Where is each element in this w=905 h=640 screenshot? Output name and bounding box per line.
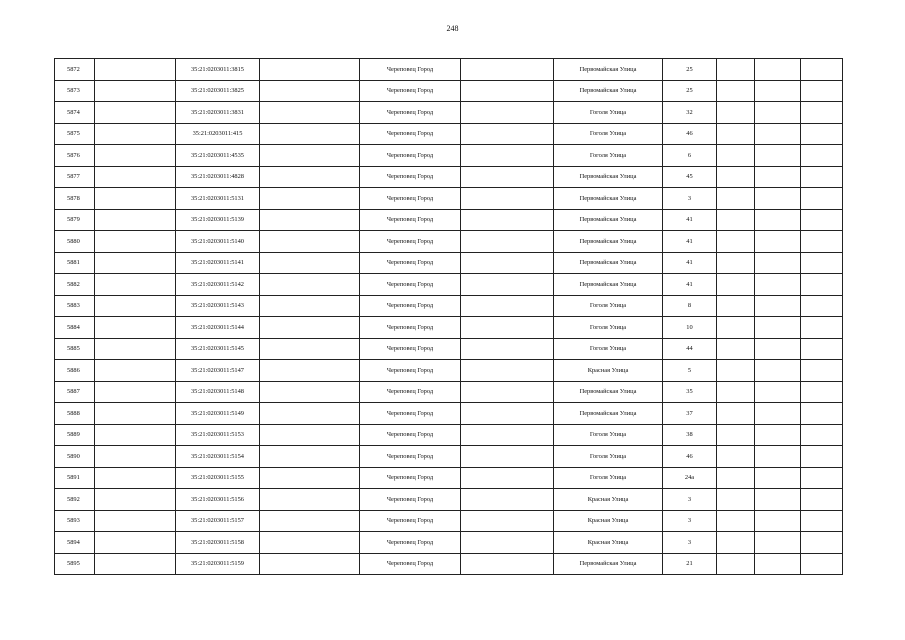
cell-city: Череповец Город [360, 489, 461, 511]
cell-empty [461, 532, 554, 554]
cell-record-number: 5888 [55, 403, 95, 425]
cell-empty [461, 553, 554, 575]
cell-empty [755, 553, 801, 575]
cell-empty [755, 252, 801, 274]
cell-city: Череповец Город [360, 532, 461, 554]
cell-street: Гоголя Улица [554, 295, 663, 317]
cell-empty [260, 80, 360, 102]
cell-empty [755, 467, 801, 489]
cell-empty [717, 381, 755, 403]
cell-record-number: 5879 [55, 209, 95, 231]
cell-empty [717, 80, 755, 102]
cell-street: Гоголя Улица [554, 467, 663, 489]
cell-cadastral-number: 35:21:0203011:5153 [176, 424, 260, 446]
cell-empty [461, 209, 554, 231]
cell-street: Первомайская Улица [554, 209, 663, 231]
cell-empty [260, 102, 360, 124]
cell-empty [95, 59, 176, 81]
cell-empty [461, 145, 554, 167]
cell-street: Гоголя Улица [554, 102, 663, 124]
cell-empty [801, 59, 843, 81]
cell-cadastral-number: 35:21:0203011:5143 [176, 295, 260, 317]
cell-street: Первомайская Улица [554, 188, 663, 210]
cell-empty [801, 317, 843, 339]
cell-cadastral-number: 35:21:0203011:415 [176, 123, 260, 145]
cell-empty [461, 467, 554, 489]
cell-cadastral-number: 35:21:0203011:3831 [176, 102, 260, 124]
cell-empty [260, 252, 360, 274]
cell-empty [461, 252, 554, 274]
cell-empty [461, 123, 554, 145]
table-row [55, 123, 843, 145]
cell-record-number: 5893 [55, 510, 95, 532]
cell-empty [755, 381, 801, 403]
cell-empty [717, 59, 755, 81]
cell-house-number: 8 [663, 295, 717, 317]
cell-empty [95, 295, 176, 317]
cell-record-number: 5881 [55, 252, 95, 274]
cell-empty [717, 360, 755, 382]
cell-house-number: 44 [663, 338, 717, 360]
cell-empty [461, 381, 554, 403]
table-row [55, 381, 843, 403]
cell-empty [260, 209, 360, 231]
cell-house-number: 6 [663, 145, 717, 167]
cell-city: Череповец Город [360, 145, 461, 167]
table-row [55, 274, 843, 296]
cell-street: Первомайская Улица [554, 252, 663, 274]
cell-cadastral-number: 35:21:0203011:5140 [176, 231, 260, 253]
cell-record-number: 5877 [55, 166, 95, 188]
cell-empty [95, 166, 176, 188]
cell-empty [717, 446, 755, 468]
cell-record-number: 5892 [55, 489, 95, 511]
cell-cadastral-number: 35:21:0203011:5156 [176, 489, 260, 511]
table-row [55, 252, 843, 274]
cell-empty [755, 166, 801, 188]
table-row [55, 532, 843, 554]
cell-empty [755, 59, 801, 81]
cell-empty [260, 532, 360, 554]
cell-empty [801, 381, 843, 403]
cell-empty [95, 209, 176, 231]
cell-city: Череповец Город [360, 403, 461, 425]
cell-record-number: 5882 [55, 274, 95, 296]
table-row [55, 403, 843, 425]
table-row [55, 209, 843, 231]
cell-empty [717, 295, 755, 317]
cell-city: Череповец Город [360, 424, 461, 446]
cell-street: Первомайская Улица [554, 166, 663, 188]
cell-empty [755, 188, 801, 210]
cell-empty [461, 446, 554, 468]
cell-empty [801, 231, 843, 253]
cell-empty [717, 317, 755, 339]
cell-empty [717, 145, 755, 167]
table-row [55, 145, 843, 167]
cell-empty [461, 403, 554, 425]
cell-record-number: 5872 [55, 59, 95, 81]
cell-record-number: 5875 [55, 123, 95, 145]
cell-house-number: 10 [663, 317, 717, 339]
cell-street: Красная Улица [554, 489, 663, 511]
table-row [55, 59, 843, 81]
cell-empty [95, 467, 176, 489]
cell-cadastral-number: 35:21:0203011:4535 [176, 145, 260, 167]
cell-empty [801, 532, 843, 554]
cell-record-number: 5887 [55, 381, 95, 403]
cell-record-number: 5886 [55, 360, 95, 382]
cell-empty [461, 489, 554, 511]
cell-city: Череповец Город [360, 467, 461, 489]
cell-empty [755, 274, 801, 296]
cell-empty [95, 317, 176, 339]
cell-house-number: 41 [663, 209, 717, 231]
cell-empty [801, 295, 843, 317]
cell-empty [717, 231, 755, 253]
cell-empty [801, 123, 843, 145]
cell-empty [95, 424, 176, 446]
cell-empty [801, 553, 843, 575]
cell-street: Гоголя Улица [554, 317, 663, 339]
cell-cadastral-number: 35:21:0203011:5148 [176, 381, 260, 403]
cell-record-number: 5883 [55, 295, 95, 317]
cell-empty [95, 231, 176, 253]
cell-empty [260, 123, 360, 145]
cell-street: Первомайская Улица [554, 231, 663, 253]
cell-cadastral-number: 35:21:0203011:5142 [176, 274, 260, 296]
cell-empty [461, 424, 554, 446]
cell-house-number: 45 [663, 166, 717, 188]
cell-record-number: 5894 [55, 532, 95, 554]
cell-street: Первомайская Улица [554, 403, 663, 425]
cell-empty [801, 252, 843, 274]
cell-empty [717, 338, 755, 360]
cell-empty [260, 188, 360, 210]
cell-city: Череповец Город [360, 295, 461, 317]
cell-cadastral-number: 35:21:0203011:5145 [176, 338, 260, 360]
cell-empty [801, 360, 843, 382]
cell-street: Гоголя Улица [554, 338, 663, 360]
cell-empty [717, 510, 755, 532]
cell-empty [755, 489, 801, 511]
cell-street: Первомайская Улица [554, 59, 663, 81]
table-row [55, 446, 843, 468]
cell-empty [755, 446, 801, 468]
cell-empty [717, 166, 755, 188]
cell-empty [260, 274, 360, 296]
table-row [55, 102, 843, 124]
cell-house-number: 41 [663, 252, 717, 274]
cell-empty [801, 489, 843, 511]
table-row [55, 166, 843, 188]
cell-empty [95, 403, 176, 425]
cell-empty [755, 532, 801, 554]
cell-empty [95, 510, 176, 532]
cell-empty [95, 80, 176, 102]
cell-empty [95, 338, 176, 360]
cell-empty [801, 80, 843, 102]
cell-empty [95, 381, 176, 403]
cell-street: Красная Улица [554, 360, 663, 382]
cell-empty [717, 403, 755, 425]
cell-empty [755, 360, 801, 382]
cell-house-number: 24а [663, 467, 717, 489]
cell-cadastral-number: 35:21:0203011:5144 [176, 317, 260, 339]
cell-house-number: 5 [663, 360, 717, 382]
cell-empty [95, 188, 176, 210]
cell-empty [461, 102, 554, 124]
cell-empty [95, 360, 176, 382]
cell-empty [260, 403, 360, 425]
cell-record-number: 5878 [55, 188, 95, 210]
cell-empty [260, 424, 360, 446]
cell-record-number: 5873 [55, 80, 95, 102]
cell-cadastral-number: 35:21:0203011:4828 [176, 166, 260, 188]
cell-empty [755, 231, 801, 253]
cell-street: Первомайская Улица [554, 553, 663, 575]
cell-city: Череповец Город [360, 446, 461, 468]
cell-record-number: 5891 [55, 467, 95, 489]
cell-empty [755, 424, 801, 446]
cell-city: Череповец Город [360, 252, 461, 274]
cell-city: Череповец Город [360, 102, 461, 124]
cell-street: Первомайская Улица [554, 274, 663, 296]
table-row [55, 424, 843, 446]
cell-empty [801, 188, 843, 210]
cell-city: Череповец Город [360, 360, 461, 382]
table-row [55, 553, 843, 575]
cell-empty [717, 188, 755, 210]
cell-street: Гоголя Улица [554, 123, 663, 145]
cell-cadastral-number: 35:21:0203011:5139 [176, 209, 260, 231]
cell-empty [755, 209, 801, 231]
registry-table-body [55, 59, 843, 575]
cell-empty [461, 317, 554, 339]
cell-empty [755, 145, 801, 167]
cell-city: Череповец Город [360, 274, 461, 296]
cell-empty [95, 145, 176, 167]
cell-cadastral-number: 35:21:0203011:5147 [176, 360, 260, 382]
cell-street: Гоголя Улица [554, 145, 663, 167]
cell-record-number: 5876 [55, 145, 95, 167]
cell-empty [95, 532, 176, 554]
cell-city: Череповец Город [360, 553, 461, 575]
cell-empty [717, 424, 755, 446]
cell-empty [95, 553, 176, 575]
cell-empty [717, 252, 755, 274]
cell-city: Череповец Город [360, 317, 461, 339]
registry-table [54, 58, 843, 575]
cell-house-number: 41 [663, 274, 717, 296]
cell-record-number: 5889 [55, 424, 95, 446]
cell-house-number: 46 [663, 123, 717, 145]
cell-cadastral-number: 35:21:0203011:3815 [176, 59, 260, 81]
cell-empty [461, 59, 554, 81]
cell-empty [260, 295, 360, 317]
cell-empty [717, 209, 755, 231]
cell-empty [260, 231, 360, 253]
cell-empty [461, 80, 554, 102]
cell-empty [801, 102, 843, 124]
cell-empty [801, 209, 843, 231]
cell-empty [260, 145, 360, 167]
cell-record-number: 5884 [55, 317, 95, 339]
cell-empty [801, 166, 843, 188]
cell-house-number: 37 [663, 403, 717, 425]
cell-cadastral-number: 35:21:0203011:5141 [176, 252, 260, 274]
cell-empty [717, 489, 755, 511]
cell-empty [755, 338, 801, 360]
cell-empty [755, 403, 801, 425]
cell-record-number: 5880 [55, 231, 95, 253]
cell-empty [461, 231, 554, 253]
cell-street: Красная Улица [554, 532, 663, 554]
cell-empty [801, 467, 843, 489]
cell-record-number: 5890 [55, 446, 95, 468]
cell-cadastral-number: 35:21:0203011:5155 [176, 467, 260, 489]
cell-empty [717, 123, 755, 145]
table-row [55, 231, 843, 253]
cell-record-number: 5874 [55, 102, 95, 124]
cell-empty [260, 317, 360, 339]
cell-empty [801, 403, 843, 425]
cell-city: Череповец Город [360, 338, 461, 360]
table-row [55, 188, 843, 210]
cell-street: Первомайская Улица [554, 80, 663, 102]
cell-house-number: 3 [663, 532, 717, 554]
cell-house-number: 38 [663, 424, 717, 446]
cell-empty [95, 123, 176, 145]
cell-record-number: 5895 [55, 553, 95, 575]
table-row [55, 467, 843, 489]
cell-house-number: 32 [663, 102, 717, 124]
cell-street: Гоголя Улица [554, 424, 663, 446]
table-row [55, 317, 843, 339]
table-row [55, 510, 843, 532]
cell-city: Череповец Город [360, 381, 461, 403]
cell-empty [801, 424, 843, 446]
page-number: 248 [446, 24, 459, 33]
cell-empty [755, 123, 801, 145]
cell-city: Череповец Город [360, 209, 461, 231]
cell-empty [95, 489, 176, 511]
cell-empty [801, 446, 843, 468]
cell-empty [260, 467, 360, 489]
cell-empty [801, 338, 843, 360]
cell-cadastral-number: 35:21:0203011:5159 [176, 553, 260, 575]
cell-empty [260, 59, 360, 81]
cell-empty [801, 274, 843, 296]
cell-empty [95, 102, 176, 124]
cell-empty [260, 338, 360, 360]
cell-cadastral-number: 35:21:0203011:5158 [176, 532, 260, 554]
table-row [55, 489, 843, 511]
cell-house-number: 41 [663, 231, 717, 253]
cell-house-number: 3 [663, 188, 717, 210]
cell-empty [801, 510, 843, 532]
table-row [55, 338, 843, 360]
cell-empty [461, 360, 554, 382]
cell-empty [801, 145, 843, 167]
cell-empty [755, 317, 801, 339]
table-row [55, 295, 843, 317]
cell-empty [461, 338, 554, 360]
cell-empty [95, 446, 176, 468]
cell-empty [260, 489, 360, 511]
cell-city: Череповец Город [360, 231, 461, 253]
cell-empty [95, 252, 176, 274]
cell-cadastral-number: 35:21:0203011:5154 [176, 446, 260, 468]
cell-cadastral-number: 35:21:0203011:3825 [176, 80, 260, 102]
cell-house-number: 35 [663, 381, 717, 403]
cell-city: Череповец Город [360, 510, 461, 532]
cell-empty [717, 467, 755, 489]
cell-empty [461, 166, 554, 188]
cell-cadastral-number: 35:21:0203011:5131 [176, 188, 260, 210]
cell-empty [755, 80, 801, 102]
cell-empty [260, 360, 360, 382]
table-row [55, 80, 843, 102]
cell-empty [260, 381, 360, 403]
cell-house-number: 3 [663, 510, 717, 532]
cell-city: Череповец Город [360, 188, 461, 210]
cell-empty [717, 102, 755, 124]
cell-city: Череповец Город [360, 123, 461, 145]
cell-empty [717, 532, 755, 554]
cell-house-number: 25 [663, 59, 717, 81]
cell-empty [755, 510, 801, 532]
cell-empty [260, 446, 360, 468]
cell-city: Череповец Город [360, 166, 461, 188]
cell-empty [260, 510, 360, 532]
cell-empty [461, 188, 554, 210]
cell-empty [461, 295, 554, 317]
cell-cadastral-number: 35:21:0203011:5157 [176, 510, 260, 532]
cell-empty [717, 274, 755, 296]
cell-cadastral-number: 35:21:0203011:5149 [176, 403, 260, 425]
cell-empty [717, 553, 755, 575]
cell-city: Череповец Город [360, 80, 461, 102]
cell-house-number: 46 [663, 446, 717, 468]
table-row [55, 360, 843, 382]
cell-empty [260, 553, 360, 575]
cell-empty [461, 274, 554, 296]
cell-house-number: 3 [663, 489, 717, 511]
cell-street: Гоголя Улица [554, 446, 663, 468]
cell-house-number: 25 [663, 80, 717, 102]
cell-empty [755, 102, 801, 124]
cell-street: Красная Улица [554, 510, 663, 532]
cell-empty [461, 510, 554, 532]
cell-empty [95, 274, 176, 296]
cell-street: Первомайская Улица [554, 381, 663, 403]
cell-house-number: 21 [663, 553, 717, 575]
cell-empty [755, 295, 801, 317]
cell-empty [260, 166, 360, 188]
cell-record-number: 5885 [55, 338, 95, 360]
cell-city: Череповец Город [360, 59, 461, 81]
